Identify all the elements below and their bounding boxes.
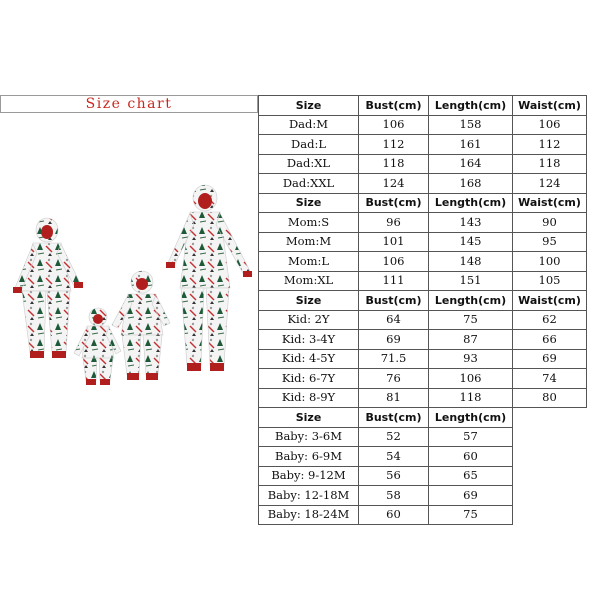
table-row [259,505,587,525]
size-cell: Mom:M [259,232,359,252]
measure-cell: 145 [429,232,513,252]
measure-cell: 158 [429,115,513,135]
measure-cell: 164 [429,154,513,174]
table-row [259,154,587,174]
measure-cell: 101 [359,232,429,252]
table-row [259,369,587,389]
table-row [259,135,587,155]
measure-cell: 112 [359,135,429,155]
table-row [259,349,587,369]
measure-cell: 124 [359,174,429,194]
header-cell: Waist(cm) [513,96,587,116]
measure-cell: 118 [513,154,587,174]
measure-cell: 106 [429,369,513,389]
measure-cell: 69 [359,330,429,350]
measure-cell: 66 [513,330,587,350]
size-cell: Dad:XXL [259,174,359,194]
header-cell: Size [259,408,359,428]
size-chart-title-box [0,95,258,113]
empty-cell [513,408,587,428]
table-row [259,427,587,447]
measure-cell: 96 [359,213,429,233]
measure-cell: 81 [359,388,429,408]
size-table [258,95,587,525]
measure-cell: 95 [513,232,587,252]
size-cell: Baby: 9-12M [259,466,359,486]
table-row [259,310,587,330]
measure-cell: 71.5 [359,349,429,369]
size-cell: Baby: 6-9M [259,447,359,467]
header-cell: Size [259,291,359,311]
header-cell: Size [259,193,359,213]
table-row [259,486,587,506]
table-row [259,115,587,135]
measure-cell: 87 [429,330,513,350]
empty-cell [513,427,587,447]
empty-cell [513,486,587,506]
table-header-row [259,193,587,213]
header-cell: Bust(cm) [359,193,429,213]
header-cell: Bust(cm) [359,408,429,428]
empty-cell [513,447,587,467]
measure-cell: 64 [359,310,429,330]
measure-cell: 60 [359,505,429,525]
measure-cell: 143 [429,213,513,233]
measure-cell: 69 [513,349,587,369]
size-cell: Dad:XL [259,154,359,174]
measure-cell: 112 [513,135,587,155]
measure-cell: 111 [359,271,429,291]
header-cell: Length(cm) [429,408,513,428]
table-row [259,213,587,233]
header-cell: Length(cm) [429,291,513,311]
size-cell: Mom:S [259,213,359,233]
size-cell: Kid: 4-5Y [259,349,359,369]
size-cell: Kid: 2Y [259,310,359,330]
empty-cell [513,466,587,486]
measure-cell: 75 [429,310,513,330]
header-cell: Size [259,96,359,116]
table-row [259,330,587,350]
size-cell: Mom:XL [259,271,359,291]
size-cell: Baby: 3-6M [259,427,359,447]
measure-cell: 56 [359,466,429,486]
measure-cell: 93 [429,349,513,369]
size-chart-title: Size chart [85,96,173,112]
measure-cell: 105 [513,271,587,291]
measure-cell: 62 [513,310,587,330]
size-cell: Kid: 6-7Y [259,369,359,389]
header-cell: Waist(cm) [513,193,587,213]
table-row [259,271,587,291]
measure-cell: 57 [429,427,513,447]
measure-cell: 118 [429,388,513,408]
measure-cell: 75 [429,505,513,525]
pajama-figure-kid [112,271,170,380]
family-pajamas-photo [0,113,258,403]
table-header-row [259,291,587,311]
size-cell: Dad:L [259,135,359,155]
size-cell: Baby: 12-18M [259,486,359,506]
table-row [259,252,587,272]
measure-cell: 118 [359,154,429,174]
table-row [259,174,587,194]
measure-cell: 106 [513,115,587,135]
pajama-figure-right [166,185,252,371]
size-cell: Kid: 8-9Y [259,388,359,408]
table-row [259,447,587,467]
table-header-row [259,408,587,428]
measure-cell: 148 [429,252,513,272]
measure-cell: 69 [429,486,513,506]
empty-cell [513,505,587,525]
measure-cell: 151 [429,271,513,291]
size-cell: Dad:M [259,115,359,135]
measure-cell: 54 [359,447,429,467]
size-cell: Kid: 3-4Y [259,330,359,350]
measure-cell: 168 [429,174,513,194]
measure-cell: 161 [429,135,513,155]
measure-cell: 60 [429,447,513,467]
header-cell: Length(cm) [429,96,513,116]
size-cell: Baby: 18-24M [259,505,359,525]
measure-cell: 106 [359,115,429,135]
measure-cell: 65 [429,466,513,486]
table-row [259,232,587,252]
table-header-row [259,96,587,116]
measure-cell: 58 [359,486,429,506]
measure-cell: 52 [359,427,429,447]
table-row [259,388,587,408]
measure-cell: 90 [513,213,587,233]
size-cell: Mom:L [259,252,359,272]
table-row [259,466,587,486]
header-cell: Waist(cm) [513,291,587,311]
measure-cell: 80 [513,388,587,408]
header-cell: Bust(cm) [359,96,429,116]
measure-cell: 124 [513,174,587,194]
header-cell: Bust(cm) [359,291,429,311]
measure-cell: 76 [359,369,429,389]
measure-cell: 100 [513,252,587,272]
pajama-figure-left [13,218,83,358]
header-cell: Length(cm) [429,193,513,213]
measure-cell: 106 [359,252,429,272]
measure-cell: 74 [513,369,587,389]
pajama-figure-baby [74,308,121,385]
